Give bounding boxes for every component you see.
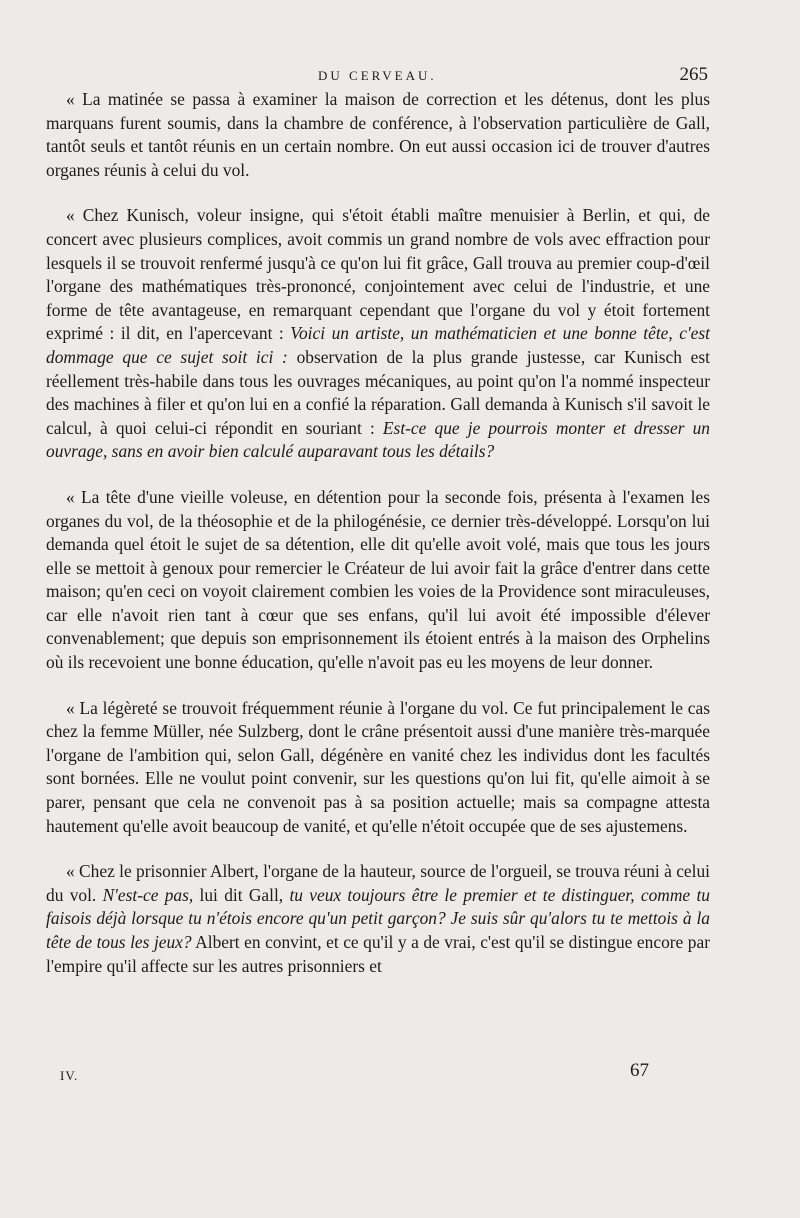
text-run: Albert en convint, et ce qu'il y a de vrai, c'est qu'il se distingue encore par l'empire qu'il affecte sur les autres prisonniers et xyxy=(46,932,711,976)
text-run: « La légèreté se trouvoit fréquemment réunie à l'organe du vol. Ce fut principalement le cas chez la femme Müller, née Sulzberg, dont le crâne présentoit aussi d'une manière très-marquée l'organe de l'ambition qui, selon Gall, dégénère en vanité chez les individus dont les facultés sont bornées. Elle ne voulut point convenir, sur les questions qu'on lui fit, qu'elle aimoit à se parer, pensant que cela ne convenoit pas à sa position actuelle; mais sa compagne attesta hautement qu'elle avoit beaucoup de vanité, et qu'elle n'étoit occupée que de ses ajustemens. xyxy=(46,697,710,836)
running-title: DU CERVEAU. xyxy=(318,68,437,83)
italic-run: tu veux toujours être le premier et te distinguer, comme tu faisois déjà lorsque tu n'étois encore qu'un petit garçon? Je suis sûr qu'alors tu te mettois à la tête de tous les jeux? xyxy=(46,884,710,952)
text-run: « Chez Kunisch, voleur insigne, qui s'étoit établi maître menuisier à Berlin, et qui, de concert avec plusieurs complices, avoit commis un grand nombre de vols avec effraction pour lesquels il se trouvoit renfermé jusqu'à ce qu'on lui fit grâce, Gall trouva au premier coup-d'œil l'organe des mathématiques très-prononcé, conjointement avec celui de l'industrie, et une forme de tête avantageuse, en remarquant cependant que l'organe du vol y étoit fortement exprimé : il dit, en l'apercevant : xyxy=(46,205,710,344)
text-run: lui dit Gall, xyxy=(193,884,290,905)
text-run: « La matinée se passa à examiner la maison de correction et les détenus, dont les plus marquans furent soumis, dans la chambre de conférence, à l'observation particulière de Gall, tantôt seuls et tantôt réunis en un certain nombre. On eut aussi occasion ici de trouver d'autres organes réunis à celui du vol. xyxy=(46,89,710,180)
signature-mark: IV. xyxy=(60,1068,79,1083)
italic-run: N'est-ce pas, xyxy=(102,884,194,905)
running-head xyxy=(0,66,800,90)
text-run: « Chez le prisonnier Albert, l'organe de la hauteur, source de l'orgueil, se trouva réuni à celui du vol. xyxy=(46,861,710,905)
paragraph-5 xyxy=(46,860,710,978)
paragraph-4 xyxy=(46,697,710,839)
folio-number: 67 xyxy=(630,1060,649,1081)
page-body xyxy=(46,88,710,978)
paragraph-2 xyxy=(46,204,710,464)
italic-run: Voici un artiste, un mathématicien et une bonne tête, c'est dommage que ce sujet soit ici : xyxy=(46,323,710,367)
text-run: « La tête d'une vieille voleuse, en détention pour la seconde fois, présenta à l'examen les organes du vol, de la théosophie et de la philogénésie, ce dernier très-développé. Lorsqu'on lui demanda quel étoit le sujet de sa détention, elle dit qu'elle avoit volé, mais que tous les jours elle se mettoit à genoux pour remercier le Créateur de lui avoir fait la grâce d'entrer dans cette maison; qu'en ceci on voyoit clairement combien les voies de la Providence sont miraculeuses, car elle n'avoit rien tant à cœur que ses enfans, qu'il lui avoit été impossible d'élever convenablement; que depuis son emprisonnement ils étoient entrés à la maison des Orphelins où ils recevoient une bonne éducation, qu'elle n'avoit pas eu les moyens de leur donner. xyxy=(46,486,710,673)
paragraph-1 xyxy=(46,88,710,182)
page-number: 265 xyxy=(679,64,708,85)
paragraph-3 xyxy=(46,486,710,675)
text-run: observation de la plus grande justesse, car Kunisch est réellement très-habile dans tous les ouvrages mécaniques, au point qu'on l'a nommé inspecteur des machines à filer et qu'on lui en a confié la réparation. Gall demanda à Kunisch s'il savoit le calcul, à quoi celui-ci répondit en souriant : xyxy=(46,346,710,438)
italic-run: Est-ce que je pourrois monter et dresser un ouvrage, sans en avoir bien calculé auparavant tous les détails? xyxy=(46,417,710,462)
